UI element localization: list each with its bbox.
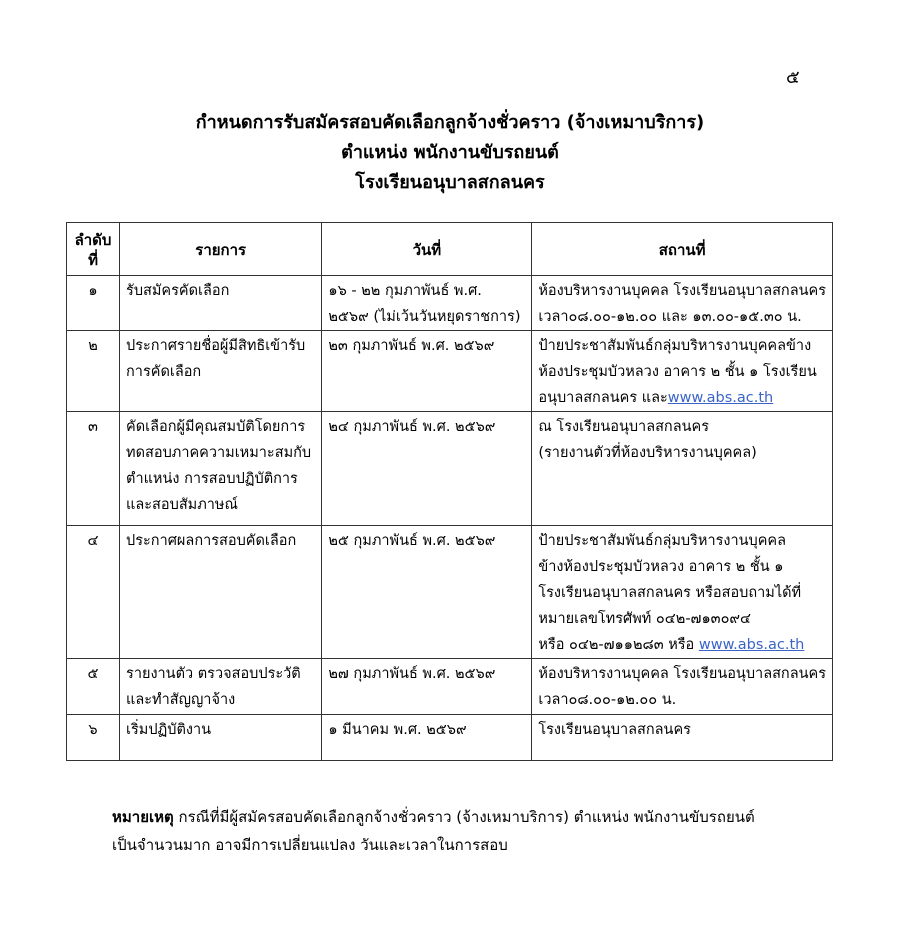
header-no-line-2: ที่ xyxy=(88,251,98,269)
footnote xyxy=(112,803,812,859)
title-line-2: ตำแหน่ง พนักงานขับรถยนต์ xyxy=(341,142,559,163)
row-item xyxy=(120,659,322,715)
row-number: ๓ xyxy=(67,412,120,526)
row-place-line: โรงเรียนอนุบาลสกลนคร xyxy=(538,722,691,738)
row-date xyxy=(322,526,532,659)
row-date xyxy=(322,276,532,331)
row-place-line: ป้ายประชาสัมพันธ์กลุ่มบริหารงานบุคคลข้าง xyxy=(538,338,812,354)
table-row xyxy=(67,526,833,659)
table-row xyxy=(67,412,833,526)
row-item-line: รายงานตัว ตรวจสอบประวัติ xyxy=(126,666,301,682)
row-place-prefix: หรือ ๐๔๒-๗๑๑๒๘๓ หรือ xyxy=(538,637,699,653)
header-date: วันที่ xyxy=(322,223,532,276)
row-date xyxy=(322,331,532,412)
row-item xyxy=(120,526,322,659)
table-row xyxy=(67,276,833,331)
row-date xyxy=(322,659,532,715)
row-place xyxy=(532,715,833,761)
row-item-line: ตำแหน่ง การสอบปฏิบัติการ xyxy=(126,471,298,487)
table-row xyxy=(67,659,833,715)
row-date-line: ๒๔ กุมภาพันธ์ พ.ศ. ๒๕๖๙ xyxy=(328,419,496,435)
row-place-line: เวลา๐๘.๐๐-๑๒.๐๐ และ ๑๓.๐๐-๑๕.๓๐ น. xyxy=(538,309,802,325)
row-place-line: เวลา๐๘.๐๐-๑๒.๐๐ น. xyxy=(538,692,677,708)
footnote-label: หมายเหตุ xyxy=(112,808,174,826)
row-place xyxy=(532,331,833,412)
row-date-line: ๑๖ - ๒๒ กุมภาพันธ์ พ.ศ. xyxy=(328,283,482,299)
row-item-line: ประกาศผลการสอบคัดเลือก xyxy=(126,533,297,549)
row-number: ๑ xyxy=(67,276,120,331)
row-item xyxy=(120,331,322,412)
row-item-line: ประกาศรายชื่อผู้มีสิทธิเข้ารับ xyxy=(126,338,306,354)
row-item-line: และทำสัญญาจ้าง xyxy=(126,692,236,708)
footnote-line-2: เป็นจำนวนมาก อาจมีการเปลี่ยนแปลง วันและเวลาในการสอบ xyxy=(112,836,508,854)
row-place xyxy=(532,659,833,715)
row-number: ๕ xyxy=(67,659,120,715)
row-number: ๒ xyxy=(67,331,120,412)
row-date xyxy=(322,412,532,526)
table-row xyxy=(67,331,833,412)
row-place xyxy=(532,526,833,659)
footnote-text-1: กรณีที่มีผู้สมัครสอบคัดเลือกลูกจ้างชั่วคราว (จ้างเหมาบริการ) ตำแหน่ง พนักงานขับรถยนต์ xyxy=(173,808,755,826)
row-item-line: รับสมัครคัดเลือก xyxy=(126,283,230,299)
header-place: สถานที่ xyxy=(532,223,833,276)
row-item xyxy=(120,715,322,761)
header-no xyxy=(67,223,120,276)
row-number: ๖ xyxy=(67,715,120,761)
row-place-line: ณ โรงเรียนอนุบาลสกลนคร xyxy=(538,419,709,435)
table-header-row xyxy=(67,223,833,276)
website-link[interactable]: www.abs.ac.th xyxy=(698,637,805,653)
website-link[interactable]: www.abs.ac.th xyxy=(667,390,774,406)
row-item-line: คัดเลือกผู้มีคุณสมบัติโดยการ xyxy=(126,419,306,435)
row-item xyxy=(120,412,322,526)
row-place-line xyxy=(538,385,826,411)
header-no-line-1: ลำดับ xyxy=(74,231,112,249)
row-item-line: เริ่มปฏิบัติงาน xyxy=(126,722,212,738)
row-place xyxy=(532,412,833,526)
schedule-table xyxy=(66,222,833,761)
header-item: รายการ xyxy=(120,223,322,276)
row-place xyxy=(532,276,833,331)
title-line-1: กำหนดการรับสมัครสอบคัดเลือกลูกจ้างชั่วคราว (จ้างเหมาบริการ) xyxy=(195,112,705,133)
row-place-line: หมายเลขโทรศัพท์ ๐๔๒-๗๑๓๐๙๔ xyxy=(538,611,752,627)
row-place-prefix: อนุบาลสกลนคร และ xyxy=(538,390,668,406)
row-place-line: โรงเรียนอนุบาลสกลนคร หรือสอบถามได้ที่ xyxy=(538,585,802,601)
row-date-line: ๒๕๖๙ (ไม่เว้นวันหยุดราชการ) xyxy=(328,309,521,325)
title-line-3: โรงเรียนอนุบาลสกลนคร xyxy=(355,172,545,193)
table-body xyxy=(67,276,833,761)
row-place-line xyxy=(538,632,826,658)
row-place-line: ห้องประชุมบัวหลวง อาคาร ๒ ชั้น ๑ โรงเรียน xyxy=(538,364,817,380)
document-title-block xyxy=(0,108,900,198)
row-date-line: ๑ มีนาคม พ.ศ. ๒๕๖๙ xyxy=(328,722,467,738)
table-row xyxy=(67,715,833,761)
row-date-line: ๒๕ กุมภาพันธ์ พ.ศ. ๒๕๖๙ xyxy=(328,533,496,549)
footnote-line-1 xyxy=(112,803,812,831)
row-date xyxy=(322,715,532,761)
row-place-line: (รายงานตัวที่ห้องบริหารงานบุคคล) xyxy=(538,445,757,461)
page-number: ๕ xyxy=(786,67,800,88)
row-date-line: ๒๓ กุมภาพันธ์ พ.ศ. ๒๕๖๙ xyxy=(328,338,495,354)
row-place-line: ห้องบริหารงานบุคคล โรงเรียนอนุบาลสกลนคร xyxy=(538,666,826,682)
row-item-line: และสอบสัมภาษณ์ xyxy=(126,497,238,513)
row-number: ๔ xyxy=(67,526,120,659)
row-place-line: ข้างห้องประชุมบัวหลวง อาคาร ๒ ชั้น ๑ xyxy=(538,559,784,575)
row-date-line: ๒๗ กุมภาพันธ์ พ.ศ. ๒๕๖๙ xyxy=(328,666,496,682)
row-place-line: ห้องบริหารงานบุคคล โรงเรียนอนุบาลสกลนคร xyxy=(538,283,826,299)
row-item xyxy=(120,276,322,331)
row-item-line: ทดสอบภาคความเหมาะสมกับ xyxy=(126,445,312,461)
row-place-line: ป้ายประชาสัมพันธ์กลุ่มบริหารงานบุคคล xyxy=(538,533,787,549)
row-item-line: การคัดเลือก xyxy=(126,364,202,380)
